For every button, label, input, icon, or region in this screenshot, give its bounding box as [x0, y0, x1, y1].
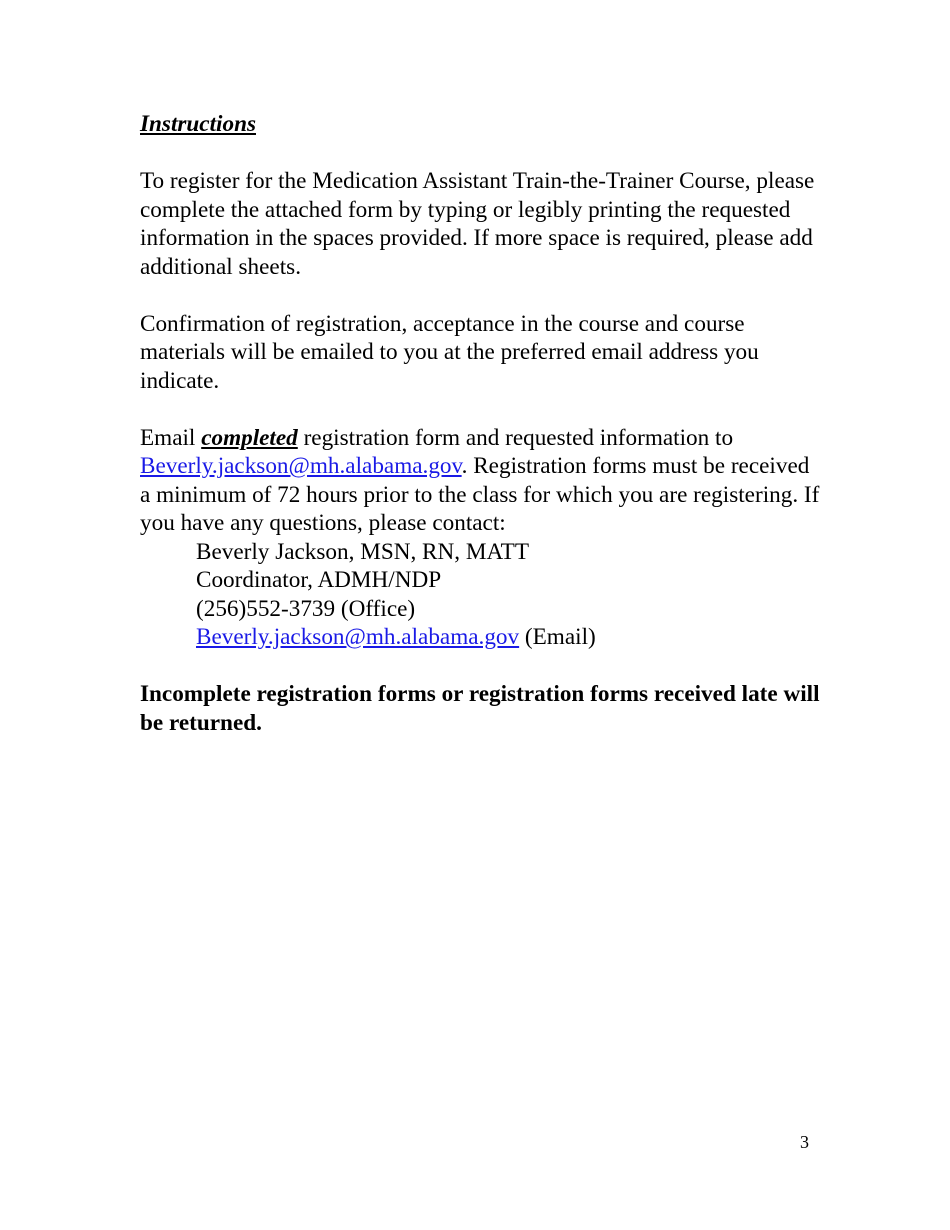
instructions-heading: Instructions: [140, 111, 256, 137]
registration-paragraph: To register for the Medication Assistant Train-the-Trainer Course, please complete the attached form by typing or legibly printing the requested information in the spaces provided. If more space is required, please add additional sheets.: [140, 168, 815, 280]
email-paragraph: [140, 424, 820, 538]
warning-notice: Incomplete registration forms or registration forms received late will be returned.: [140, 681, 820, 736]
email-link[interactable]: Beverly.jackson@mh.alabama.gov: [140, 453, 462, 479]
contact-email-suffix: (Email): [519, 624, 596, 650]
email-after-emphasis: registration form and requested information to: [297, 424, 734, 451]
email-rest-text: . Registration forms must be received a minimum of 72 hours prior to the class for which you are registering. If you have any questions, please contact:: [140, 453, 820, 536]
contact-email-link[interactable]: Beverly.jackson@mh.alabama.gov: [196, 624, 520, 650]
email-lead-text: Email: [140, 424, 202, 451]
contact-email-line: [196, 623, 820, 652]
document-page: [140, 110, 820, 737]
page-number: 3: [800, 1132, 809, 1152]
completed-emphasis: completed: [201, 424, 298, 451]
contact-name: Beverly Jackson, MSN, RN, MATT: [196, 538, 529, 565]
confirmation-paragraph: Confirmation of registration, acceptance in the course and course materials will be emailed to you at the preferred email address you indicate.: [140, 310, 759, 394]
contact-title: Coordinator, ADMH/NDP: [196, 567, 442, 593]
contact-phone: (256)552-3739 (Office): [196, 595, 416, 622]
contact-block: [196, 538, 820, 652]
